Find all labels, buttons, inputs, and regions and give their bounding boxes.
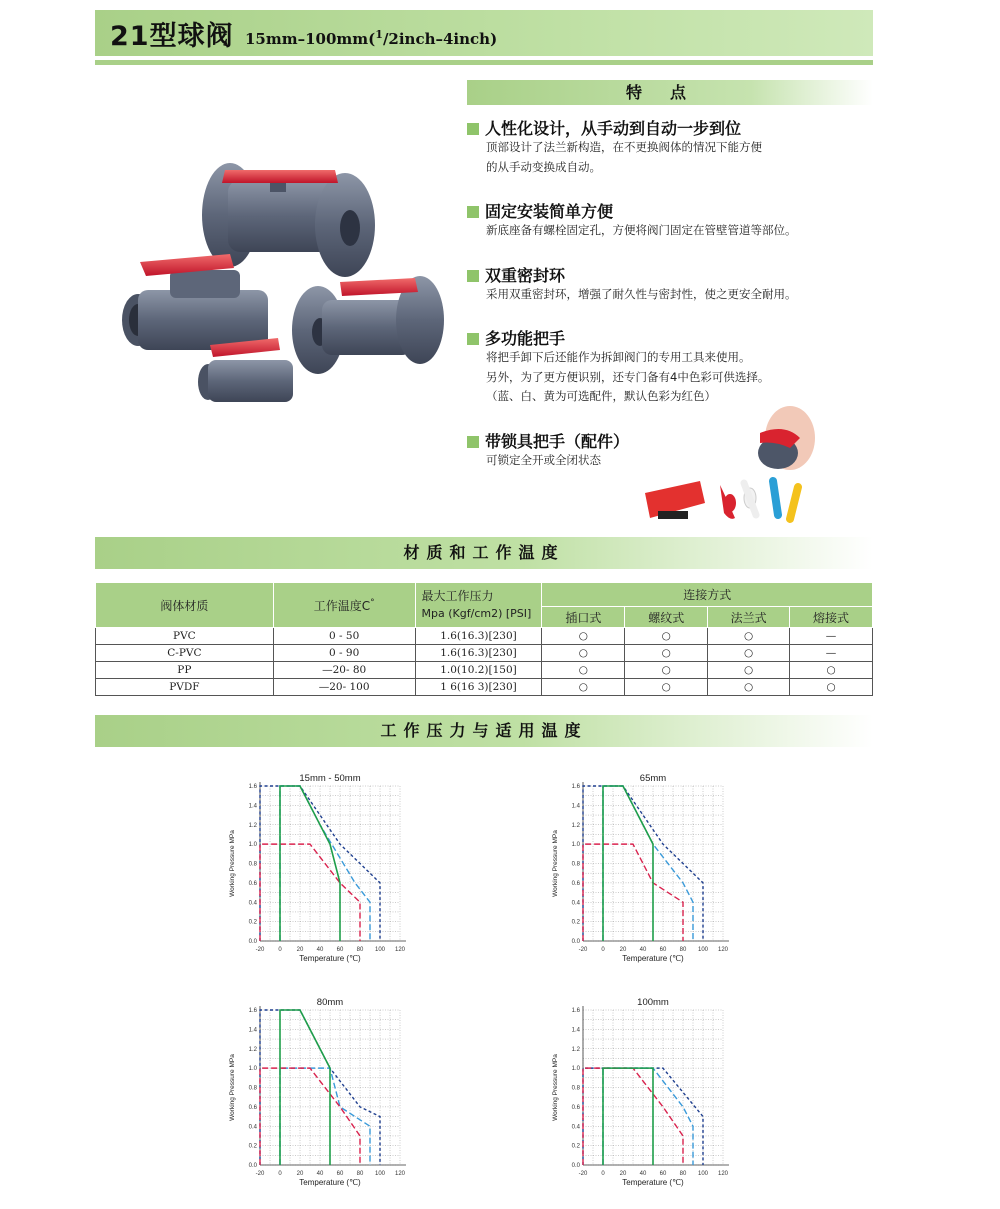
x-tick-label: 20 bbox=[296, 1171, 304, 1177]
green-square-icon bbox=[467, 333, 479, 345]
x-tick-label: 0 bbox=[278, 947, 282, 953]
ball-valves-photo bbox=[110, 150, 450, 410]
y-tick-label: 0.2 bbox=[571, 1143, 580, 1150]
y-tick-label: 0.8 bbox=[571, 861, 580, 868]
x-tick-label: -20 bbox=[578, 947, 588, 953]
x-tick-label: 40 bbox=[639, 1171, 647, 1177]
x-axis-label: Temperature (℃) bbox=[622, 954, 684, 963]
y-tick-label: 1.6 bbox=[571, 784, 580, 790]
pressure-heading: 工作压力与适用温度 bbox=[95, 715, 873, 747]
y-tick-label: 1.2 bbox=[248, 822, 257, 829]
x-tick-label: 40 bbox=[639, 947, 647, 953]
y-tick-label: 1.0 bbox=[571, 1066, 580, 1073]
y-tick-label: 1.2 bbox=[571, 1046, 580, 1053]
y-tick-label: 1.6 bbox=[248, 784, 257, 790]
material-table bbox=[95, 582, 873, 696]
y-tick-label: 0.6 bbox=[571, 880, 580, 887]
socket-valve-medium bbox=[122, 254, 268, 350]
header-conn-flange: 法兰式 bbox=[708, 607, 790, 628]
table-row: PVC 0 - 50 1.6(16.3)[230] ○ ○ ○ — bbox=[96, 628, 873, 645]
y-tick-label: 0.6 bbox=[248, 880, 257, 887]
header-conn-fusion: 熔接式 bbox=[790, 607, 873, 628]
flanged-valve-small bbox=[292, 276, 444, 374]
x-axis-label: Temperature (℃) bbox=[622, 1178, 684, 1187]
x-tick-label: 100 bbox=[374, 1171, 386, 1177]
y-tick-label: 1.6 bbox=[248, 1008, 257, 1014]
chart-title: 15mm - 50mm bbox=[299, 773, 361, 784]
socket-valve-small bbox=[198, 338, 293, 402]
x-tick-label: 20 bbox=[619, 947, 627, 953]
x-tick-label: 80 bbox=[356, 1171, 364, 1177]
x-tick-label: 60 bbox=[336, 947, 344, 953]
y-tick-label: 1.2 bbox=[571, 822, 580, 829]
x-tick-label: 120 bbox=[394, 1171, 406, 1177]
y-tick-label: 1.0 bbox=[248, 842, 257, 849]
y-tick-label: 0.2 bbox=[248, 1143, 257, 1150]
x-tick-label: -20 bbox=[255, 1171, 265, 1177]
table-row: PVDF —20- 100 1 6(16 3)[230] ○ ○ ○ ○ bbox=[96, 679, 873, 696]
feature-desc: 可锁定全开或全闭状态 bbox=[486, 453, 601, 467]
x-tick-label: 20 bbox=[296, 947, 304, 953]
header-material: 阀体材质 bbox=[96, 583, 274, 628]
feature-title: 双重密封环 bbox=[467, 263, 565, 286]
x-tick-label: 100 bbox=[374, 947, 386, 953]
page-subtitle: 15mm–100mm($^1$/2inch–4inch) bbox=[245, 28, 498, 48]
feature-title: 人性化设计，从手动到自动一步到位 bbox=[467, 116, 741, 139]
x-tick-label: 20 bbox=[619, 1171, 627, 1177]
x-tick-label: -20 bbox=[578, 1171, 588, 1177]
x-axis-label: Temperature (℃) bbox=[299, 1178, 361, 1187]
x-axis-label: Temperature (℃) bbox=[299, 954, 361, 963]
x-tick-label: 0 bbox=[601, 1171, 605, 1177]
green-square-icon bbox=[467, 123, 479, 135]
y-axis-label: Working Pressure MPa bbox=[229, 1054, 236, 1121]
green-square-icon bbox=[467, 270, 479, 282]
feature-title: 多功能把手 bbox=[467, 326, 565, 349]
y-tick-label: 1.0 bbox=[571, 842, 580, 849]
y-tick-label: 0.4 bbox=[248, 900, 257, 907]
y-tick-label: 0.0 bbox=[248, 1163, 257, 1169]
pressure-chart-65mm bbox=[545, 770, 740, 965]
y-tick-label: 0.0 bbox=[248, 939, 257, 945]
feature-desc: 新底座备有螺栓固定孔，方便将阀门固定在管壁管道等部位。 bbox=[486, 223, 797, 237]
y-tick-label: 0.6 bbox=[571, 1104, 580, 1111]
page-title: 21型球阀 bbox=[110, 21, 234, 52]
x-tick-label: 120 bbox=[717, 1171, 729, 1177]
y-tick-label: 0.8 bbox=[248, 861, 257, 868]
chart-title: 100mm bbox=[637, 997, 669, 1008]
x-tick-label: -20 bbox=[255, 947, 265, 953]
header-pressure: 最大工作压力 Mpa (Kgf/cm2) [PSI] bbox=[415, 583, 542, 628]
y-tick-label: 0.8 bbox=[571, 1085, 580, 1092]
x-tick-label: 60 bbox=[659, 947, 667, 953]
header-temperature: 工作温度C° bbox=[273, 583, 415, 628]
y-tick-label: 1.4 bbox=[571, 1027, 580, 1034]
y-tick-label: 0.4 bbox=[571, 900, 580, 907]
pressure-chart-80mm bbox=[222, 994, 417, 1189]
header-conn-thread: 螺纹式 bbox=[625, 607, 708, 628]
feature-desc: 采用双重密封环，增强了耐久性与密封性，使之更安全耐用。 bbox=[486, 287, 797, 301]
x-tick-label: 60 bbox=[336, 1171, 344, 1177]
green-square-icon bbox=[467, 436, 479, 448]
y-tick-label: 0.0 bbox=[571, 1163, 580, 1169]
feature-desc: 顶部设计了法兰新构造，在不更换阀体的情况下能方便 的从手动变换成自动。 bbox=[486, 140, 762, 174]
pressure-chart-15-50mm bbox=[222, 770, 417, 965]
x-tick-label: 120 bbox=[394, 947, 406, 953]
table-row: C-PVC 0 - 90 1.6(16.3)[230] ○ ○ ○ — bbox=[96, 645, 873, 662]
y-tick-label: 1.4 bbox=[248, 1027, 257, 1034]
y-axis-label: Working Pressure MPa bbox=[552, 830, 559, 897]
y-tick-label: 0.4 bbox=[248, 1124, 257, 1131]
x-tick-label: 40 bbox=[316, 1171, 324, 1177]
x-tick-label: 80 bbox=[679, 1171, 687, 1177]
pressure-chart-100mm bbox=[545, 994, 740, 1189]
x-tick-label: 100 bbox=[697, 1171, 709, 1177]
chart-title: 80mm bbox=[316, 997, 344, 1008]
x-tick-label: 60 bbox=[659, 1171, 667, 1177]
material-heading: 材质和工作温度 bbox=[95, 537, 873, 569]
y-tick-label: 1.0 bbox=[248, 1066, 257, 1073]
x-tick-label: 80 bbox=[679, 947, 687, 953]
x-tick-label: 40 bbox=[316, 947, 324, 953]
x-tick-label: 80 bbox=[356, 947, 364, 953]
table-row: PP —20- 80 1.0(10.2)[150] ○ ○ ○ ○ bbox=[96, 662, 873, 679]
y-tick-label: 1.4 bbox=[571, 803, 580, 810]
y-tick-label: 0.4 bbox=[571, 1124, 580, 1131]
y-tick-label: 0.2 bbox=[248, 919, 257, 926]
y-axis-label: Working Pressure MPa bbox=[229, 830, 236, 897]
x-tick-label: 0 bbox=[601, 947, 605, 953]
x-tick-label: 120 bbox=[717, 947, 729, 953]
green-square-icon bbox=[467, 206, 479, 218]
y-axis-label: Working Pressure MPa bbox=[552, 1054, 559, 1121]
y-tick-label: 0.8 bbox=[248, 1085, 257, 1092]
feature-desc: 将把手卸下后还能作为拆卸阀门的专用工具来使用。 另外，为了更方便识别，还专门备有4中色彩可供选择。 （蓝、白、黄为可选配件，默认色彩为红色） bbox=[486, 350, 770, 403]
feature-title: 带锁具把手（配件） bbox=[467, 429, 629, 452]
feature-title: 固定安装简单方便 bbox=[467, 199, 613, 222]
y-tick-label: 0.2 bbox=[571, 919, 580, 926]
handles-photo bbox=[640, 403, 815, 528]
x-tick-label: 0 bbox=[278, 1171, 282, 1177]
y-tick-label: 1.2 bbox=[248, 1046, 257, 1053]
y-tick-label: 0.0 bbox=[571, 939, 580, 945]
header-conn-socket: 插口式 bbox=[542, 607, 625, 628]
title-underline bbox=[95, 60, 873, 65]
features-heading: 特点 bbox=[467, 80, 873, 105]
y-tick-label: 1.4 bbox=[248, 803, 257, 810]
chart-title: 65mm bbox=[639, 773, 667, 784]
y-tick-label: 1.6 bbox=[571, 1008, 580, 1014]
header-connection: 连接方式 bbox=[542, 583, 873, 607]
x-tick-label: 100 bbox=[697, 947, 709, 953]
y-tick-label: 0.6 bbox=[248, 1104, 257, 1111]
